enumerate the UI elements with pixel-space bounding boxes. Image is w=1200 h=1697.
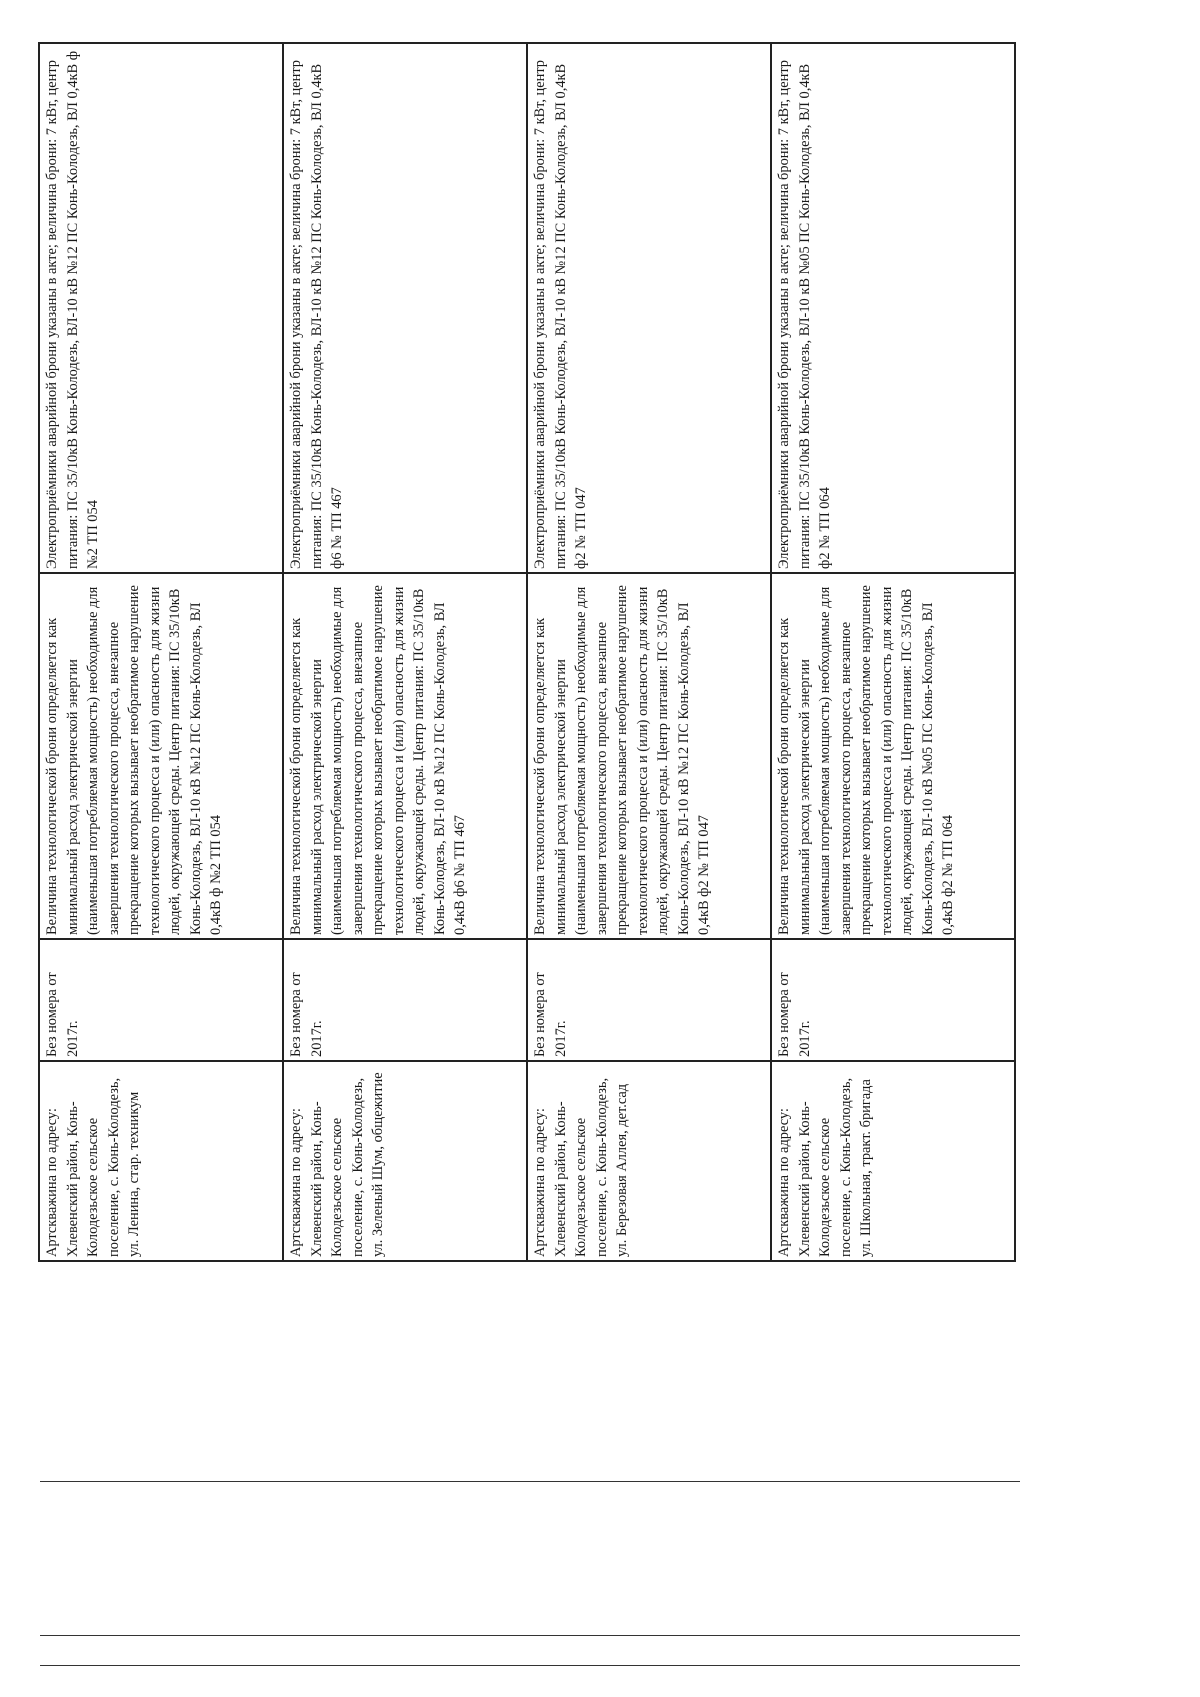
tech-reserve-cell: Величина технологической брони определяется как минимальный расход электрической энергии (наименьшая потребляемая мощность) необходимые для завершения технологического процесса, внезапное прекращение которых вызывает необратимое нарушение технологического процесса и (или) опасность для жизни людей, окружающей среды. Центр питания: ПС 35/10кВ Конь-Колодезь, ВЛ-10 кВ №12 ПС Конь-Колодезь, ВЛ 0,4кВ ф6 № ТП 467 bbox=[283, 573, 527, 939]
act-cell: Без номера от 2017г. bbox=[771, 939, 1015, 1061]
rotated-table-region bbox=[38, 44, 1018, 1262]
object-cell: Артскважина по адресу: Хлевенский район, Конь-Колодезьское сельское поселение, с. Конь-Колодезь, ул. Школьная, тракт. бригада bbox=[771, 1061, 1015, 1261]
table-row bbox=[283, 43, 527, 1261]
emergency-reserve-cell: Электроприёмники аварийной брони указаны в акте; величина брони: 7 кВт, центр питания: ПС 35/10кВ Конь-Колодезь, ВЛ-10 кВ №12 ПС Конь-Колодезь, ВЛ 0,4кВ ф6 № ТП 467 bbox=[283, 43, 527, 573]
tech-reserve-cell: Величина технологической брони определяется как минимальный расход электрической энергии (наименьшая потребляемая мощность) необходимые для завершения технологического процесса, внезапное прекращение которых вызывает необратимое нарушение технологического процесса и (или) опасность для жизни людей, окружающей среды. Центр питания: ПС 35/10кВ Конь-Колодезь, ВЛ-10 кВ №12 ПС Конь-Колодезь, ВЛ 0,4кВ ф2 № ТП 047 bbox=[527, 573, 771, 939]
emergency-reserve-cell: Электроприёмники аварийной брони указаны в акте; величина брони: 7 кВт, центр питания: ПС 35/10кВ Конь-Колодезь, ВЛ-10 кВ №12 ПС Конь-Колодезь, ВЛ 0,4кВ ф2 № ТП 047 bbox=[527, 43, 771, 573]
divider-line bbox=[40, 1665, 1020, 1666]
act-cell: Без номера от 2017г. bbox=[527, 939, 771, 1061]
object-cell: Артскважина по адресу: Хлевенский район, Конь-Колодезьское сельское поселение, с. Конь-Колодезь, ул. Березовая Аллея, дет.сад bbox=[527, 1061, 771, 1261]
divider-line bbox=[40, 1635, 1020, 1636]
table-row bbox=[39, 43, 283, 1261]
tech-reserve-cell: Величина технологической брони определяется как минимальный расход электрической энергии (наименьшая потребляемая мощность) необходимые для завершения технологического процесса, внезапное прекращение которых вызывает необратимое нарушение технологического процесса и (или) опасность для жизни людей, окружающей среды. Центр питания: ПС 35/10кВ Конь-Колодезь, ВЛ-10 кВ №12 ПС Конь-Колодезь, ВЛ 0,4кВ ф №2 ТП 054 bbox=[39, 573, 283, 939]
reserve-table bbox=[38, 42, 1016, 1262]
act-cell: Без номера от 2017г. bbox=[39, 939, 283, 1061]
emergency-reserve-cell: Электроприёмники аварийной брони указаны в акте; величина брони: 7 кВт, центр питания: ПС 35/10кВ Конь-Колодезь, ВЛ-10 кВ №12 ПС Конь-Колодезь, ВЛ 0,4кВ ф №2 ТП 054 bbox=[39, 43, 283, 573]
object-cell: Артскважина по адресу: Хлевенский район, Конь-Колодезьское сельское поселение, с. Конь-Колодезь, ул. Зеленый Шум, общежитие bbox=[283, 1061, 527, 1261]
tech-reserve-cell: Величина технологической брони определяется как минимальный расход электрической энергии (наименьшая потребляемая мощность) необходимые для завершения технологического процесса, внезапное прекращение которых вызывает необратимое нарушение технологического процесса и (или) опасность для жизни людей, окружающей среды. Центр питания: ПС 35/10кВ Конь-Колодезь, ВЛ-10 кВ №05 ПС Конь-Колодезь, ВЛ 0,4кВ ф2 № ТП 064 bbox=[771, 573, 1015, 939]
table-row bbox=[771, 43, 1015, 1261]
act-cell: Без номера от 2017г. bbox=[283, 939, 527, 1061]
table-row bbox=[527, 43, 771, 1261]
divider-line bbox=[40, 1481, 1020, 1482]
object-cell: Артскважина по адресу: Хлевенский район, Конь-Колодезьское сельское поселение, с. Конь-Колодезь, ул. Ленина, стар. техникум bbox=[39, 1061, 283, 1261]
emergency-reserve-cell: Электроприёмники аварийной брони указаны в акте; величина брони: 7 кВт, центр питания: ПС 35/10кВ Конь-Колодезь, ВЛ-10 кВ №05 ПС Конь-Колодезь, ВЛ 0,4кВ ф2 № ТП 064 bbox=[771, 43, 1015, 573]
